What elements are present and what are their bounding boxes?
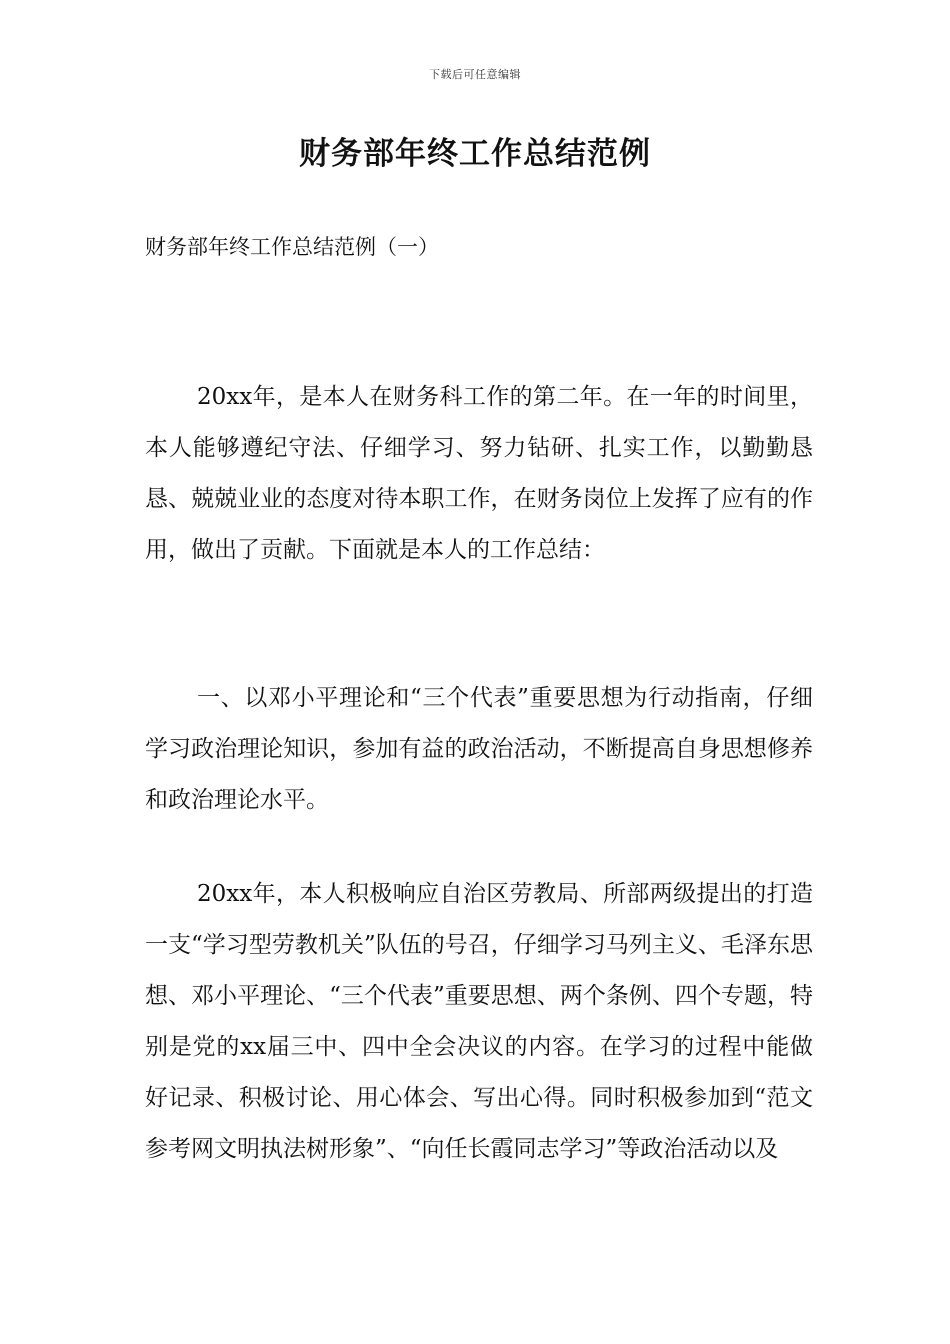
section-subtitle: 财务部年终工作总结范例（一） — [145, 235, 439, 259]
body-paragraph: 20xx年，本人积极响应自治区劳教局、所部两级提出的打造一支“学习型劳教机关”队伍的号召，仔细学习马列主义、毛泽东思想、邓小平理论、“三个代表”重要思想、两个条例、四个专题，特别是党的xx届三中、四中全会决议的内容。在学习的过程中能做好记录、积极讨论、用心体会、写出心得。同时积极参加到“范文参考网文明执法树形象”、“向任长霞同志学习”等政治活动以及 — [145, 881, 813, 1162]
body-paragraph: 一、以邓小平理论和“三个代表”重要思想为行动指南，仔细学习政治理论知识，参加有益的政治活动，不断提高自身思想修养和政治理论水平。 — [145, 685, 813, 813]
document-title: 财务部年终工作总结范例 — [299, 136, 651, 172]
header-note: 下载后可任意编辑 — [429, 68, 521, 81]
body-paragraph: 20xx年，是本人在财务科工作的第二年。在一年的时间里，本人能够遵纪守法、仔细学习、努力钻研、扎实工作，以勤勤恳恳、兢兢业业的态度对待本职工作，在财务岗位上发挥了应有的作用，做出了贡献。下面就是本人的工作总结： — [145, 384, 813, 563]
